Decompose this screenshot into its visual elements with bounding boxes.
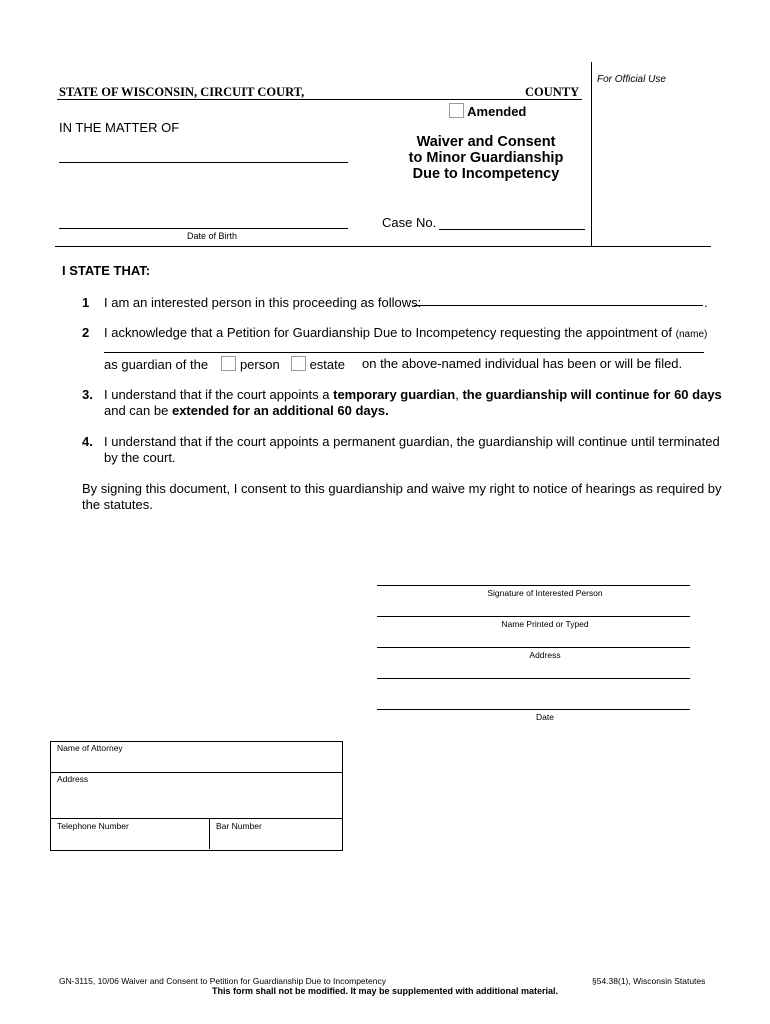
item-4-text — [104, 434, 719, 466]
interest-field[interactable] — [414, 305, 703, 306]
signature-field[interactable] — [377, 585, 690, 586]
above-named-text: on the above-named individual has been or will be filed. — [362, 356, 683, 371]
signature-label: Signature of Interested Person — [487, 588, 603, 598]
case-no-label: Case No. — [382, 215, 437, 230]
estate-checkbox[interactable] — [291, 356, 306, 371]
person-checkbox[interactable] — [221, 356, 236, 371]
attorney-bar-label: Bar Number — [216, 821, 262, 831]
item-1-number: 1 — [82, 295, 90, 310]
form-title — [380, 134, 592, 182]
address-field-2[interactable] — [377, 678, 690, 679]
form-id-footer: GN-3115, 10/06 Waiver and Consent to Petition for Guardianship Due to Incompetency — [59, 976, 386, 986]
item-2-number: 2 — [82, 325, 90, 340]
attorney-address-label: Address — [57, 774, 89, 784]
item-3-comma: , — [455, 387, 459, 402]
attorney-address-field[interactable] — [51, 784, 341, 817]
guardian-name-field[interactable] — [104, 352, 704, 353]
title-line-2: to Minor Guardianship — [408, 150, 564, 166]
attorney-name-label: Name of Attorney — [57, 743, 123, 753]
guardian-of-line — [104, 356, 345, 373]
consent-statement — [82, 481, 722, 513]
attorney-phone-field[interactable] — [51, 831, 208, 848]
printed-name-label: Name Printed or Typed — [501, 619, 589, 629]
item-2-name-hint: (name) — [675, 329, 708, 340]
guardian-of-label: as guardian of the — [104, 357, 209, 372]
title-line-3: Due to Incompetency — [412, 166, 560, 182]
item-4-line-1: I understand that if the court appoints a permanent guardian, the guardianship will continue until terminated — [104, 434, 720, 449]
attorney-row-divider-1 — [50, 772, 342, 773]
i-state-that: I STATE THAT: — [62, 263, 151, 278]
modification-notice: This form shall not be modified. It may be supplemented with additional material. — [211, 986, 559, 996]
item-3-extension: extended for an additional 60 days. — [171, 403, 389, 418]
item-4-line-2: by the court. — [104, 450, 176, 465]
consent-line-1: By signing this document, I consent to this guardianship and waive my right to notice of hearings as required by — [82, 481, 722, 496]
matter-name-field[interactable] — [59, 162, 348, 163]
attorney-row-divider-2 — [50, 818, 342, 819]
item-3-number: 3. — [82, 387, 93, 402]
address-field-1[interactable] — [377, 647, 690, 648]
item-2-text — [104, 325, 707, 343]
amended-checkbox-group[interactable] — [449, 103, 526, 119]
item-1-period: . — [704, 295, 708, 310]
attorney-phone-label: Telephone Number — [57, 821, 129, 831]
date-label: Date — [536, 712, 554, 722]
attorney-name-field[interactable] — [51, 752, 341, 771]
item-1-text: I am an interested person in this proceeding as follows: — [104, 295, 422, 310]
amended-label: Amended — [467, 104, 527, 119]
person-label: person — [239, 357, 280, 372]
official-use-label: For Official Use — [597, 74, 666, 85]
statute-footer: §54.38(1), Wisconsin Statutes — [592, 976, 706, 986]
item-3-text — [104, 387, 722, 419]
item-3-temporary-guardian: temporary guardian — [333, 387, 456, 402]
case-no-field[interactable] — [439, 229, 585, 230]
item-3-duration: the guardianship will continue for 60 days — [462, 387, 722, 402]
item-2-sentence: I acknowledge that a Petition for Guardianship Due to Incompetency requesting the appointment of — [104, 325, 673, 340]
item-3-part-e: and can be — [104, 403, 169, 418]
item-3-part-a: I understand that if the court appoints a — [104, 387, 330, 402]
date-of-birth-label: Date of Birth — [187, 231, 238, 241]
printed-name-field[interactable] — [377, 616, 690, 617]
header-bottom-rule — [55, 246, 711, 247]
attorney-bar-field[interactable] — [210, 831, 341, 848]
address-label: Address — [529, 650, 561, 660]
date-field[interactable] — [377, 709, 690, 710]
consent-line-2: the statutes. — [82, 497, 153, 512]
title-line-1: Waiver and Consent — [416, 134, 556, 150]
estate-label: estate — [309, 357, 345, 372]
date-of-birth-field[interactable] — [59, 228, 348, 229]
item-4-number: 4. — [82, 434, 93, 449]
county-label: COUNTY — [525, 85, 580, 99]
amended-checkbox[interactable] — [449, 103, 464, 118]
court-line — [57, 99, 582, 100]
in-matter-of-label: IN THE MATTER OF — [59, 120, 180, 135]
court-name: STATE OF WISCONSIN, CIRCUIT COURT, — [59, 85, 305, 99]
